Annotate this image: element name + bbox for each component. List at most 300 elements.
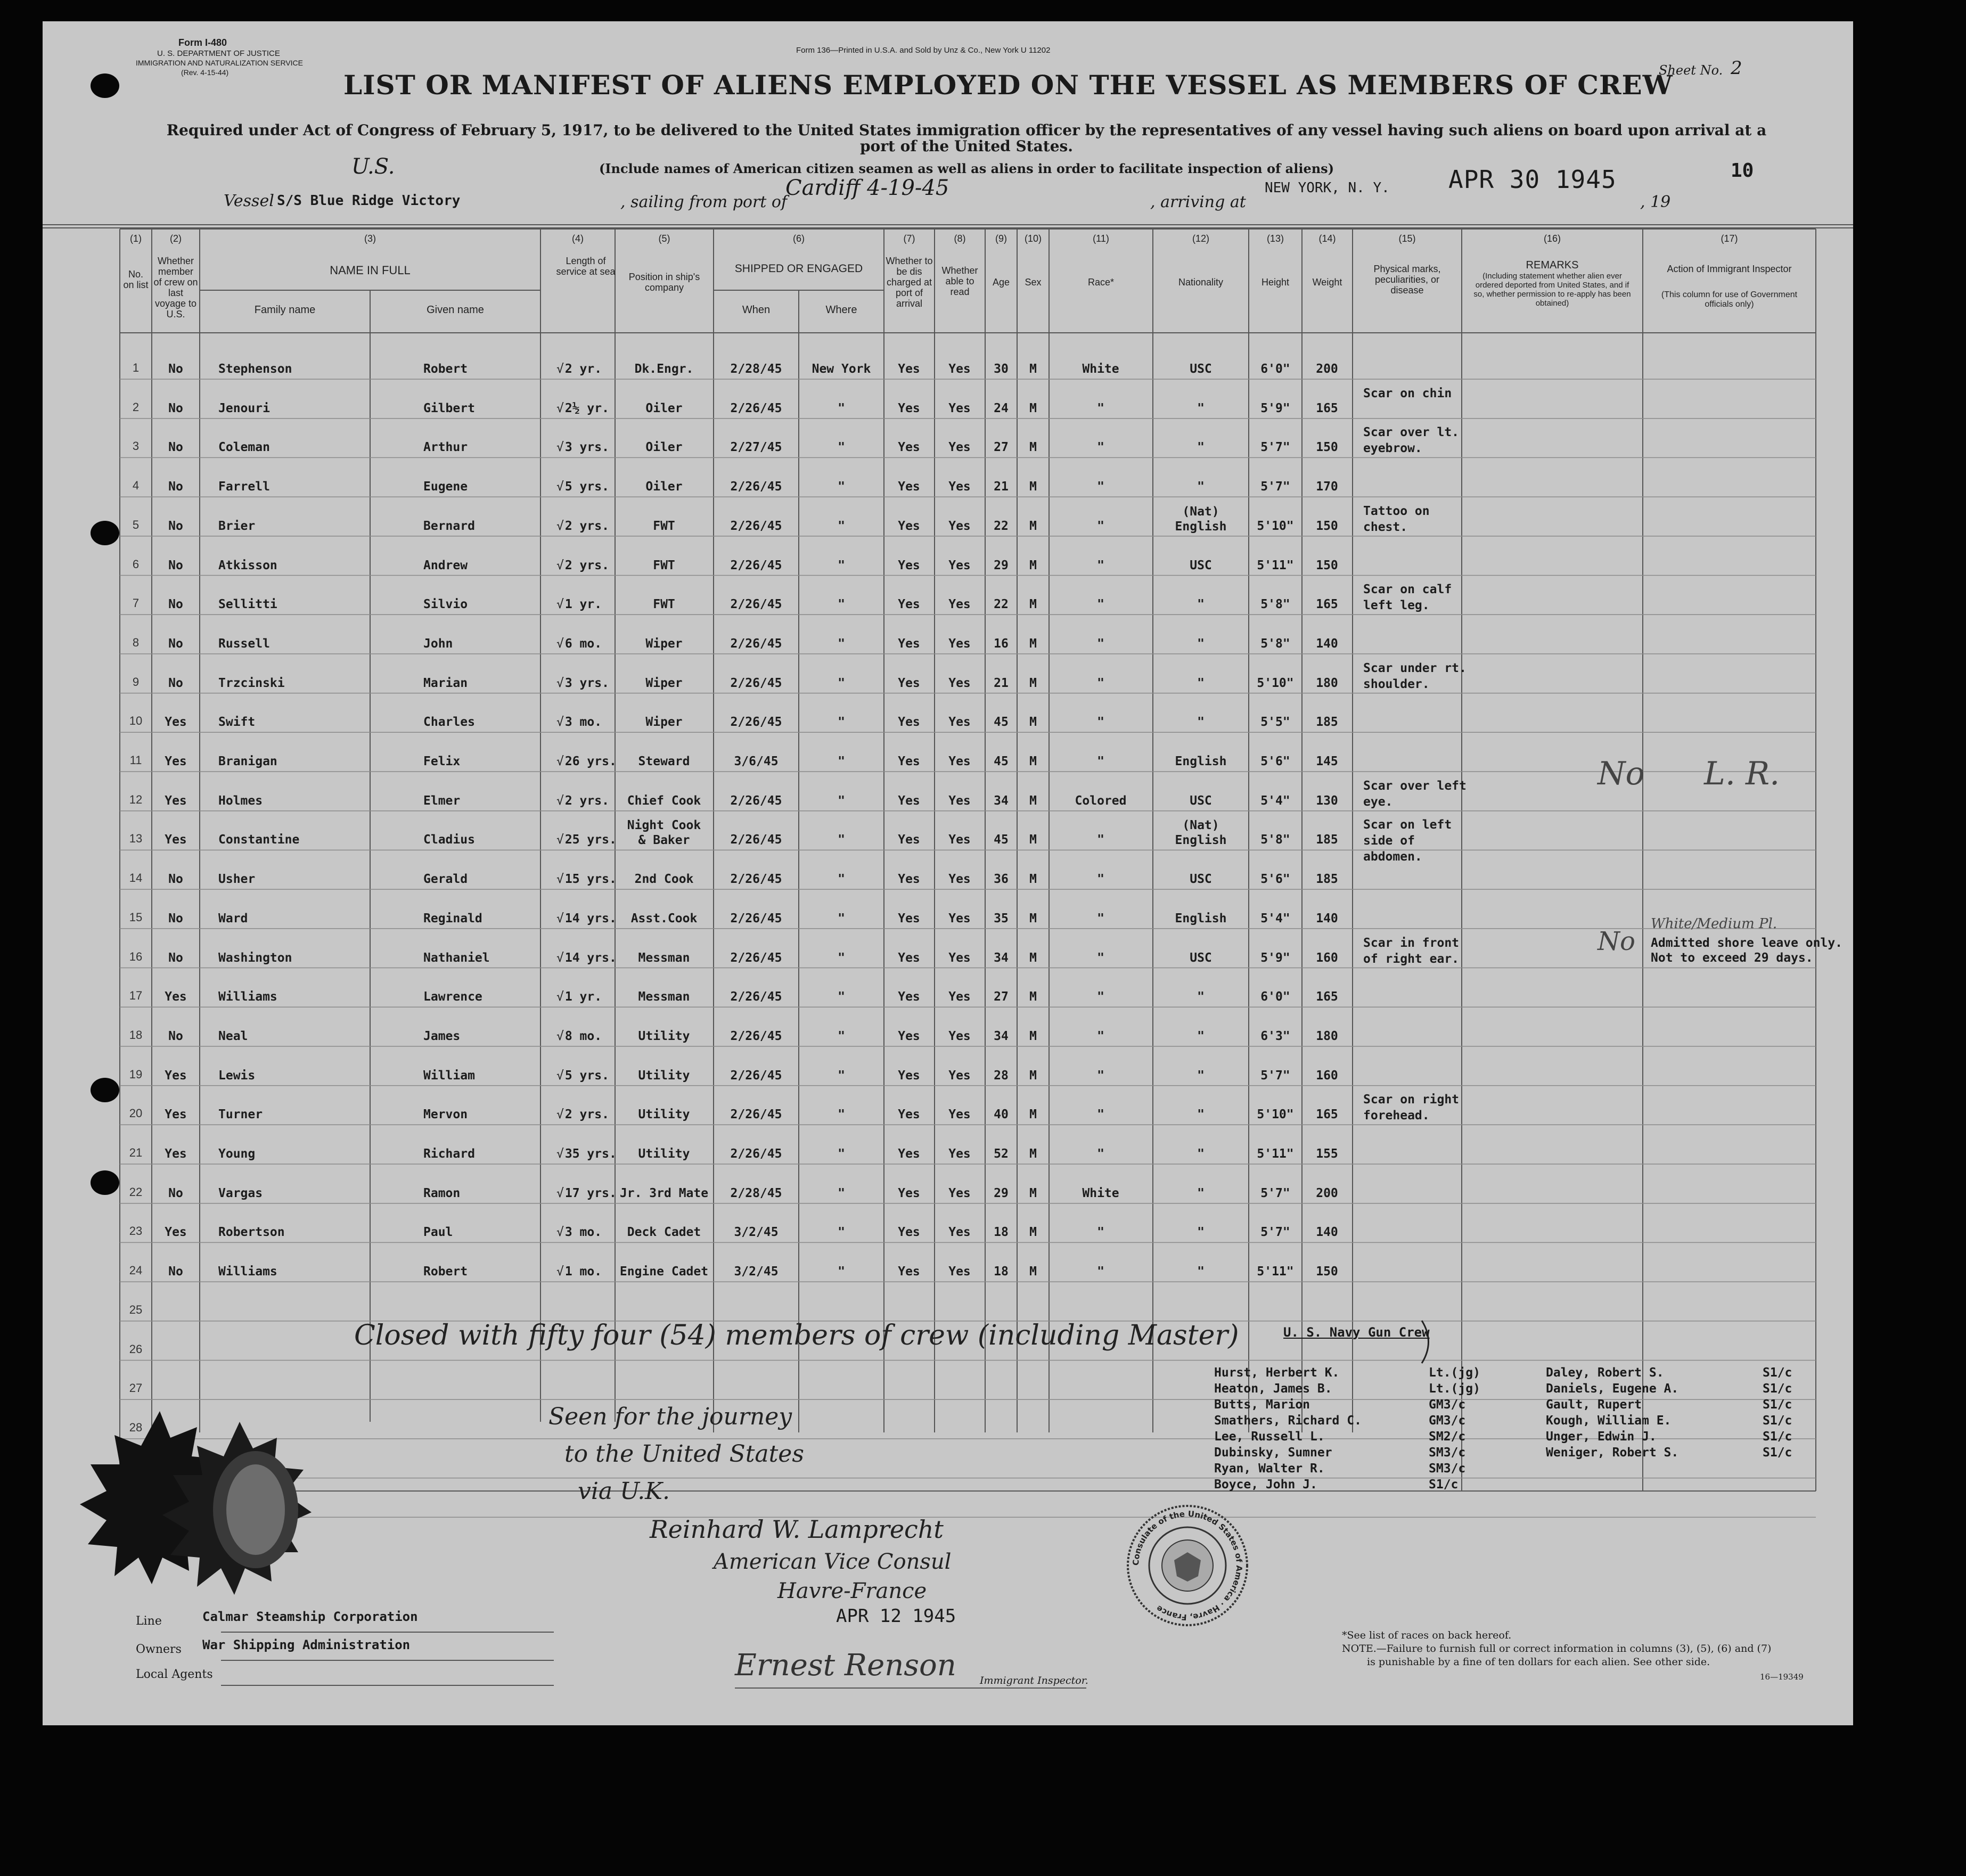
service-value: 5 yrs. [564,1068,609,1083]
cell-when: 2/26/45 [730,1147,782,1161]
row-number: 25 [129,1302,143,1316]
gun-crew-rate: SM3/c [1429,1446,1466,1460]
service-value: 14 yrs. [564,951,617,965]
cell-age: 22 [994,519,1009,533]
consul-signature: Reinhard W. Lamprecht [650,1515,944,1544]
cell-read: Yes [948,1068,971,1083]
cell-service [556,362,602,376]
footer-line-value: Calmar Steamship Corporation [202,1609,418,1624]
row-number: 8 [132,635,140,649]
gun-crew-rate: S1/c [1763,1414,1792,1428]
cell-when: 2/26/45 [730,1108,782,1122]
col-num-13: (13) [1266,233,1284,244]
cell-given: Ramon [423,1186,461,1200]
cell-family: Atkisson [218,558,277,572]
cell-family: Washington [218,951,292,965]
cell-family: Jenouri [218,401,270,415]
cell-where: " [838,636,845,651]
cell-position: Wiper [645,636,683,651]
cell-when: 2/26/45 [730,1029,782,1043]
row-number: 26 [129,1342,143,1356]
cell-race: " [1097,597,1104,612]
cell-service [556,1029,602,1043]
row-number: 22 [129,1185,143,1199]
cell-nat: USC [1190,793,1212,808]
col-header-physical-marks: Physical marks, peculiarities, or disease [1373,264,1441,296]
gun-crew-name: Boyce, John J. [1214,1478,1317,1492]
row-number: 2 [132,400,140,414]
check-mark: √ [556,833,564,847]
cell-given: Bernard [423,519,475,533]
row-number: 11 [129,753,142,767]
cell-last: No [168,951,183,965]
gun-crew-rate: Lt.(jg) [1429,1382,1480,1396]
cell-last: Yes [165,1225,187,1240]
cell-age: 22 [994,597,1009,612]
cell-height: 5'11" [1257,1147,1294,1161]
consul-place: Havre-France [777,1579,927,1603]
cell-weight: 130 [1316,793,1338,808]
cell-race: " [1097,440,1104,455]
check-mark: √ [556,1029,564,1043]
row-number: 4 [132,479,140,493]
cell-when: 2/26/45 [730,401,782,415]
cell-height: 6'0" [1260,362,1290,376]
gun-crew-name: Weniger, Robert S. [1546,1446,1679,1460]
cell-sex: M [1029,833,1037,847]
cell-sex: M [1029,597,1037,612]
cell-disch: Yes [898,597,920,612]
cell-sex: M [1029,1108,1037,1122]
cell-given: Arthur [423,440,468,455]
cell-sex: M [1029,1186,1037,1200]
cell-age: 36 [994,872,1009,887]
cell-nat: " [1197,597,1205,612]
service-value: 6 mo. [564,636,602,651]
cell-when: 2/26/45 [730,911,782,925]
check-mark: √ [556,1108,564,1122]
cell-race: " [1097,636,1104,651]
cell-service [556,794,609,808]
cell-given: Gilbert [423,401,475,415]
cell-disch: Yes [898,1108,920,1122]
cell-disch: Yes [898,793,920,808]
cell-family: Turner [218,1108,263,1122]
cell-age: 27 [994,440,1009,455]
cell-nat: " [1197,1108,1205,1122]
cell-nat: USC [1190,872,1212,887]
sailing-label: , sailing from port of [620,193,788,211]
check-mark: √ [556,793,564,808]
cell-service [556,755,617,768]
cell-family: Neal [218,1029,248,1043]
service-value: 5 yrs. [564,480,609,494]
form-revision: (Rev. 4-15-44) [181,68,229,77]
col-num-8: (8) [954,233,966,244]
cell-disch: Yes [898,362,920,376]
cell-nat: " [1197,1147,1205,1161]
cell-read: Yes [948,362,971,376]
cell-last: Yes [165,1108,187,1122]
row-number: 21 [129,1146,143,1159]
form-number: Form I-480 [178,37,227,48]
cell-disch: Yes [898,1147,920,1161]
check-mark: √ [556,990,564,1004]
cell-nat: (Nat) English [1175,818,1227,848]
cell-read: Yes [948,1108,971,1122]
footer-line-label: Line [136,1615,162,1628]
service-value: 3 yrs. [564,676,609,690]
remarks-hand-no: No [1598,755,1645,792]
cell-read: Yes [948,1029,971,1043]
cell-when: 2/26/45 [730,990,782,1004]
service-value: 8 mo. [564,1029,602,1043]
gun-crew-name: Daniels, Eugene A. [1546,1382,1679,1396]
check-mark: √ [556,362,564,376]
service-value: 15 yrs. [564,872,617,887]
cell-position: Oiler [645,401,683,415]
check-mark: √ [556,676,564,690]
cell-given: Robert [423,362,468,376]
cell-physical-marks: Scar in front of right ear. [1363,936,1460,966]
row-number: 14 [129,871,143,885]
col-header-remarks-note: (Including statement whether alien ever ordered deported from United States, and if so, whether permission to re-apply has been obtained) [1473,272,1631,308]
cell-read: Yes [948,1265,971,1279]
cell-read: Yes [948,755,971,768]
cell-read: Yes [948,1225,971,1240]
cell-disch: Yes [898,755,920,768]
cell-height: 5'7" [1260,440,1290,455]
cell-where: " [838,1068,845,1083]
cell-disch: Yes [898,951,920,965]
cell-position: Night Cook & Baker [627,818,701,848]
cell-where: " [838,755,845,768]
cell-weight: 200 [1316,1186,1338,1200]
cell-where: " [838,1147,845,1161]
cell-nat: " [1197,990,1205,1004]
cell-where: " [838,1186,845,1200]
cell-position: FWT [653,519,675,533]
cell-race: " [1097,480,1104,494]
cell-height: 5'6" [1260,755,1290,768]
cell-last: No [168,519,183,533]
row-number: 3 [132,439,140,453]
consul-note-line-1: Seen for the journey [548,1403,792,1430]
cell-nat: " [1197,480,1205,494]
cell-age: 34 [994,1029,1009,1043]
cell-physical-marks: Scar over left eye. [1363,779,1467,809]
cell-given: Mervon [423,1108,468,1122]
col-num-10: (10) [1024,233,1042,244]
cell-age: 29 [994,558,1009,572]
cell-where: " [838,833,845,847]
cell-height: 5'11" [1257,1265,1294,1279]
cell-last: No [168,636,183,651]
cell-disch: Yes [898,440,920,455]
cell-given: John [423,636,453,651]
col-header-sex: Sex [1025,277,1042,288]
col-header-height: Height [1261,277,1290,288]
cell-nat: " [1197,715,1205,730]
check-mark: √ [556,1068,564,1083]
cell-disch: Yes [898,480,920,494]
remarks-shore-leave: Admitted shore leave only. [1651,936,1843,950]
cell-given: Lawrence [423,990,482,1004]
cell-physical-marks: Scar over lt. eyebrow. [1363,425,1460,456]
cell-height: 5'11" [1257,558,1294,572]
col-header-when: When [742,304,771,316]
check-mark: √ [556,1225,564,1240]
year-label: , 19 [1640,193,1671,211]
cell-age: 34 [994,793,1009,808]
cell-race: " [1097,1225,1104,1240]
embossed-seal [64,1406,330,1608]
cell-when: 2/28/45 [730,1186,782,1200]
cell-read: Yes [948,597,971,612]
cell-height: 5'7" [1260,1186,1290,1200]
cell-service [556,1069,609,1083]
cell-last: Yes [165,1147,187,1161]
cell-given: Gerald [423,872,468,887]
cell-position: Messman [638,951,690,965]
cell-disch: Yes [898,872,920,887]
subtitle-port: port of the United States. [859,137,1074,155]
row-number: 6 [132,557,140,571]
cell-weight: 150 [1316,558,1338,572]
cell-age: 18 [994,1265,1009,1279]
cell-disch: Yes [898,519,920,533]
col-num-12: (12) [1192,233,1209,244]
cell-age: 30 [994,362,1009,376]
cell-race: " [1097,1147,1104,1161]
cell-read: Yes [948,558,971,572]
cell-age: 35 [994,911,1009,925]
cell-sex: M [1029,990,1037,1004]
cell-where: " [838,676,845,690]
cell-read: Yes [948,990,971,1004]
col-header-last-voyage: Whether member of crew on last voyage to U.S. [153,256,198,320]
cell-weight: 140 [1316,911,1338,925]
cell-where: " [838,1029,845,1043]
cell-last: Yes [165,715,187,730]
cell-physical-marks: Tattoo on chest. [1363,504,1430,534]
cell-family: Coleman [218,440,270,455]
cell-physical-marks: Scar on chin [1363,386,1452,400]
service-value: 35 yrs. [564,1147,617,1161]
check-mark: √ [556,480,564,494]
cell-service [556,833,617,847]
cell-when: 2/26/45 [730,833,782,847]
cell-service [556,637,602,651]
footer-code: 16—19349 [1760,1672,1804,1682]
service-value: 14 yrs. [564,911,617,925]
cell-position: Steward [638,755,690,768]
inspector-label: Immigrant Inspector. [980,1675,1088,1686]
cell-last: No [168,480,183,494]
cell-sex: M [1029,440,1037,455]
cell-physical-marks: Scar on calf left leg. [1363,583,1452,613]
cell-when: 2/26/45 [730,558,782,572]
cell-last: Yes [165,833,187,847]
cell-read: Yes [948,676,971,690]
cell-service [556,1147,617,1161]
cell-physical-marks: Scar on left side of abdomen. [1363,818,1452,864]
cell-nat: USC [1190,362,1212,376]
col-header-race: Race* [1087,277,1115,288]
cell-position: Utility [638,1147,690,1161]
cell-given: Andrew [423,558,468,572]
cell-weight: 140 [1316,636,1338,651]
cell-sex: M [1029,676,1037,690]
gun-crew-name: Heaton, James B. [1214,1382,1332,1396]
col-num-3: (3) [364,233,376,244]
check-mark: √ [556,1147,564,1161]
gun-crew-name: Lee, Russell L. [1214,1430,1325,1444]
col-header-age: Age [992,277,1010,288]
subtitle-act: Required under Act of Congress of February 5, 1917, to be delivered to the United States immigration officer by the representatives of any vessel having such aliens on board upon arrival at a [166,121,1767,139]
cell-when: 2/26/45 [730,715,782,730]
cell-last: Yes [165,1068,187,1083]
cell-last: Yes [165,793,187,808]
cell-weight: 165 [1316,401,1338,415]
row-number: 15 [129,910,143,924]
cell-given: William [423,1068,475,1083]
gun-crew-name: Ryan, Walter R. [1214,1462,1325,1476]
cell-age: 34 [994,951,1009,965]
cell-when: 2/26/45 [730,1068,782,1083]
cell-nat: (Nat) English [1175,504,1227,534]
col-header-read: Whether able to read [941,265,978,297]
cell-age: 18 [994,1225,1009,1240]
gun-crew-rate: GM3/c [1429,1398,1466,1412]
cell-last: Yes [165,990,187,1004]
page-title: LIST OR MANIFEST OF ALIENS EMPLOYED ON THE VESSEL AS MEMBERS OF CREW [343,69,1673,101]
cell-weight: 185 [1316,872,1338,887]
consul-title: American Vice Consul [714,1550,952,1574]
col-header-position: Position in ship's company [628,272,700,293]
service-value: 2 yrs. [564,793,609,808]
cell-disch: Yes [898,1225,920,1240]
cell-last: No [168,440,183,455]
cell-read: Yes [948,793,971,808]
cell-service [556,990,602,1004]
footer-race-note: *See list of races on back hereof. [1342,1629,1512,1641]
cell-when: 3/2/45 [734,1225,779,1240]
cell-position: Messman [638,990,690,1004]
cell-where: " [838,715,845,730]
service-value: 1 mo. [564,1265,602,1279]
cell-weight: 180 [1316,1029,1338,1043]
cell-position: Jr. 3rd Mate [619,1186,709,1200]
col-header-service: Length of service at sea [556,256,616,277]
sailing-port: Cardiff 4-19-45 [785,176,949,200]
cell-height: 5'10" [1257,676,1294,690]
gun-crew-name: Butts, Marion [1214,1398,1310,1412]
gun-crew-rate: S1/c [1763,1366,1792,1380]
cell-when: 2/26/45 [730,872,782,887]
cell-height: 5'10" [1257,1108,1294,1122]
cell-service [556,559,609,572]
cell-last: No [168,911,183,925]
check-mark: √ [556,872,564,887]
gun-crew-rate: S1/c [1429,1478,1459,1492]
cell-weight: 165 [1316,1108,1338,1122]
row-number: 20 [129,1107,143,1120]
cell-last: Yes [165,755,187,768]
cell-nat: " [1197,401,1205,415]
arriving-port: NEW YORK, N. Y. [1265,180,1390,196]
cell-sex: M [1029,911,1037,925]
cell-service [556,402,609,415]
cell-where: " [838,480,845,494]
col-num-4: (4) [572,233,584,244]
cell-disch: Yes [898,1068,920,1083]
cell-when: 2/26/45 [730,480,782,494]
cell-nat: English [1175,911,1227,925]
col-header-family-name: Family name [254,304,316,316]
check-mark: √ [556,519,564,533]
cell-position: FWT [653,597,675,612]
cell-age: 24 [994,401,1009,415]
gun-crew-name: Hurst, Herbert K. [1214,1366,1340,1380]
col-header-no: No. on list [123,269,149,290]
cell-age: 29 [994,1186,1009,1200]
remarks-hand-initials: L. R. [1704,755,1780,792]
cell-family: Brier [218,519,256,533]
cell-family: Williams [218,1265,277,1279]
cell-family: Constantine [218,833,300,847]
gun-crew-rate: GM3/c [1429,1414,1466,1428]
vessel-prefix: U.S. [351,154,395,179]
service-value: 25 yrs. [564,833,617,847]
cell-disch: Yes [898,715,920,730]
cell-height: 5'8" [1260,636,1290,651]
check-mark: √ [556,911,564,925]
cell-weight: 165 [1316,990,1338,1004]
cell-disch: Yes [898,1186,920,1200]
cell-race: " [1097,872,1104,887]
cell-service [556,1225,602,1239]
cell-read: Yes [948,715,971,730]
col-num-9: (9) [995,233,1007,244]
cell-weight: 160 [1316,951,1338,965]
col-num-1: (1) [130,233,142,244]
gun-crew-title: U. S. Navy Gun Crew [1283,1325,1430,1340]
row-number: 1 [132,361,140,374]
cell-height: 5'9" [1260,401,1290,415]
cell-position: Dk.Engr. [634,362,694,376]
check-mark: √ [556,597,564,612]
cell-weight: 140 [1316,1225,1338,1240]
row-number: 7 [132,596,140,610]
check-mark: √ [556,755,564,768]
cell-race: " [1097,1068,1104,1083]
cell-physical-marks: Scar on right forehead. [1363,1093,1460,1123]
cell-race: " [1097,911,1104,925]
consul-note-line-2: to the United States [564,1440,804,1468]
cell-read: Yes [948,480,971,494]
cell-height: 5'7" [1260,1068,1290,1083]
cell-age: 45 [994,755,1009,768]
cell-service [556,1108,609,1121]
cell-sex: M [1029,1147,1037,1161]
cell-service [556,1186,617,1200]
col-header-shipped: SHIPPED OR ENGAGED [734,263,863,275]
cell-position: FWT [653,558,675,572]
cell-disch: Yes [898,833,920,847]
cell-given: Cladius [423,833,475,847]
check-mark: √ [556,1186,564,1200]
